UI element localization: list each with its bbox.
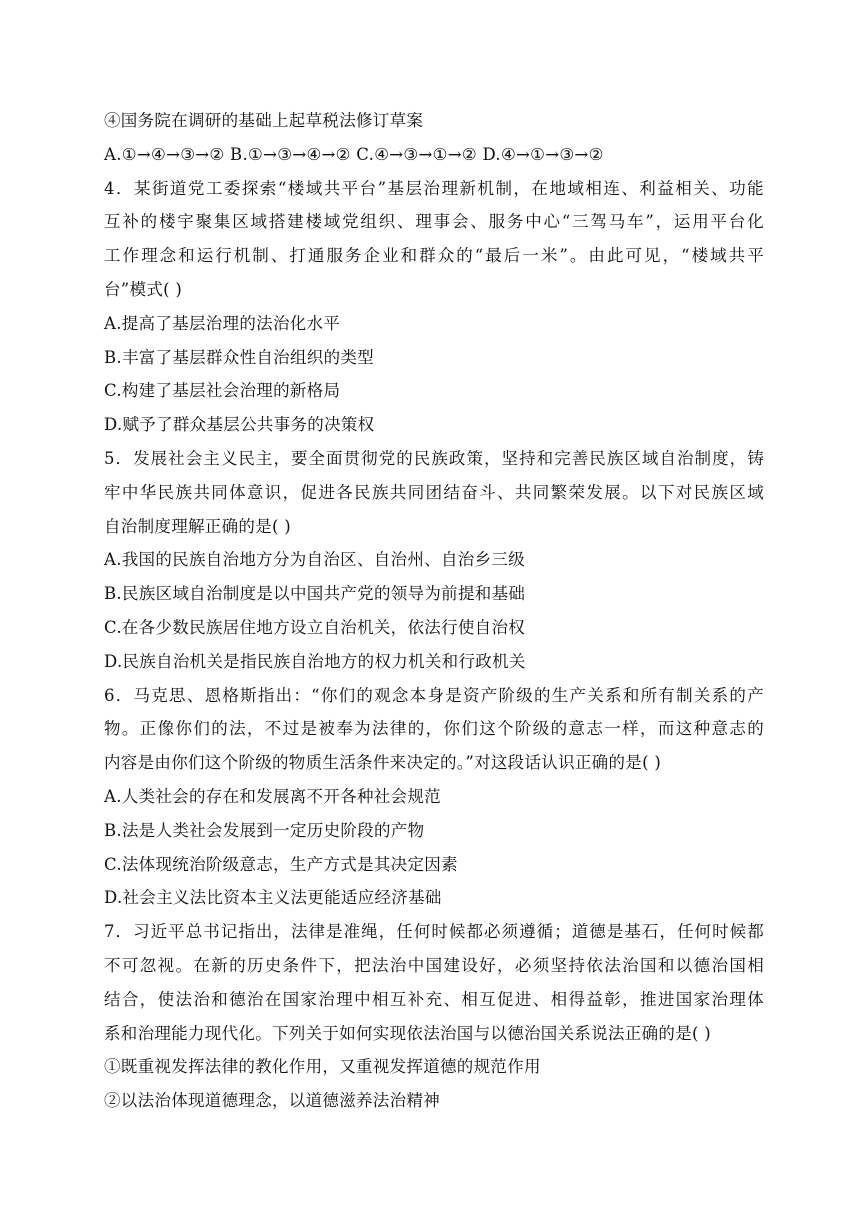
question-6-option-b: B.法是人类社会发展到一定历史阶段的产物: [104, 820, 425, 840]
question-4-stem: 4．某街道党工委探索“楼域共平台”基层治理新机制，在地域相连、利益相关、功能: [104, 178, 764, 198]
question-4-stem: 工作理念和运行机制、打通服务企业和群众的“最后一米”。由此可见，“楼域共平: [104, 246, 764, 266]
question-6-stem: 6．马克思、恩格斯指出：“你们的观念本身是资产阶级的生产关系和所有制关系的产: [104, 685, 764, 705]
question-6-option-a: A.人类社会的存在和发展离不开各种社会规范: [104, 786, 441, 806]
question-6-option-c: C.法体现统治阶级意志，生产方式是其决定因素: [104, 854, 458, 874]
question-5-option-c: C.在各少数民族居住地方设立自治机关，依法行使自治权: [104, 617, 526, 637]
question-6-option-d: D.社会主义法比资本主义法更能适应经济基础: [104, 888, 442, 908]
question-7-stem: 结合，使法治和德治在国家治理中相互补充、相互促进、相得益彰，推进国家治理体: [104, 989, 764, 1009]
question-7-stem: 不可忽视。在新的历史条件下，把法治中国建设好，必须坚持依法治国和以德治国相: [104, 955, 764, 975]
question-4-option-b: B.丰富了基层群众性自治组织的类型: [104, 347, 374, 367]
question-7-statement-2: ②以法治体现道德理念，以道德滋养法治精神: [104, 1091, 440, 1111]
question-7-stem: 7．习近平总书记指出，法律是准绳，任何时候都必须遵循；道德是基石，任何时候都: [104, 922, 764, 942]
answer-options: A.①→④→③→② B.①→③→④→② C.④→③→①→② D.④→①→③→②: [104, 144, 604, 164]
question-5-option-d: D.民族自治机关是指民族自治地方的权力机关和行政机关: [104, 651, 526, 671]
question-5-option-a: A.我国的民族自治地方分为自治区、自治州、自治乡三级: [104, 550, 525, 570]
question-6-stem: 内容是由你们这个阶级的物质生活条件来决定的。”对这段话认识正确的是( ): [104, 753, 662, 773]
text-line: ④国务院在调研的基础上起草税法修订草案: [104, 111, 424, 130]
question-4-stem: 互补的楼宇聚集区域搭建楼域党组织、理事会、服务中心“三驾马车”，运用平台化: [104, 212, 764, 232]
question-5-stem: 5．发展社会主义民主，要全面贯彻党的民族政策，坚持和完善民族区域自治制度，铸: [104, 448, 764, 468]
question-5-stem: 自治制度理解正确的是( ): [104, 516, 292, 536]
question-4-option-a: A.提高了基层治理的法治化水平: [104, 313, 341, 333]
question-6-stem: 物。正像你们的法，不过是被奉为法律的，你们这个阶级的意志一样，而这种意志的: [104, 719, 764, 739]
question-5-option-b: B.民族区域自治制度是以中国共产党的领导为前提和基础: [104, 584, 526, 604]
question-4-stem: 台”模式( ): [104, 279, 183, 299]
question-7-stem: 系和治理能力现代化。下列关于如何实现依法治国与以德治国关系说法正确的是( ): [104, 1023, 712, 1043]
question-4-option-d: D.赋予了群众基层公共事务的决策权: [104, 415, 375, 435]
document-body: [104, 104, 764, 1118]
question-5-stem: 牢中华民族共同体意识，促进各民族共同团结奋斗、共同繁荣发展。以下对民族区域: [104, 482, 764, 502]
question-7-statement-1: ①既重视发挥法律的教化作用，又重视发挥道德的规范作用: [104, 1057, 541, 1077]
question-4-option-c: C.构建了基层社会治理的新格局: [104, 381, 341, 401]
